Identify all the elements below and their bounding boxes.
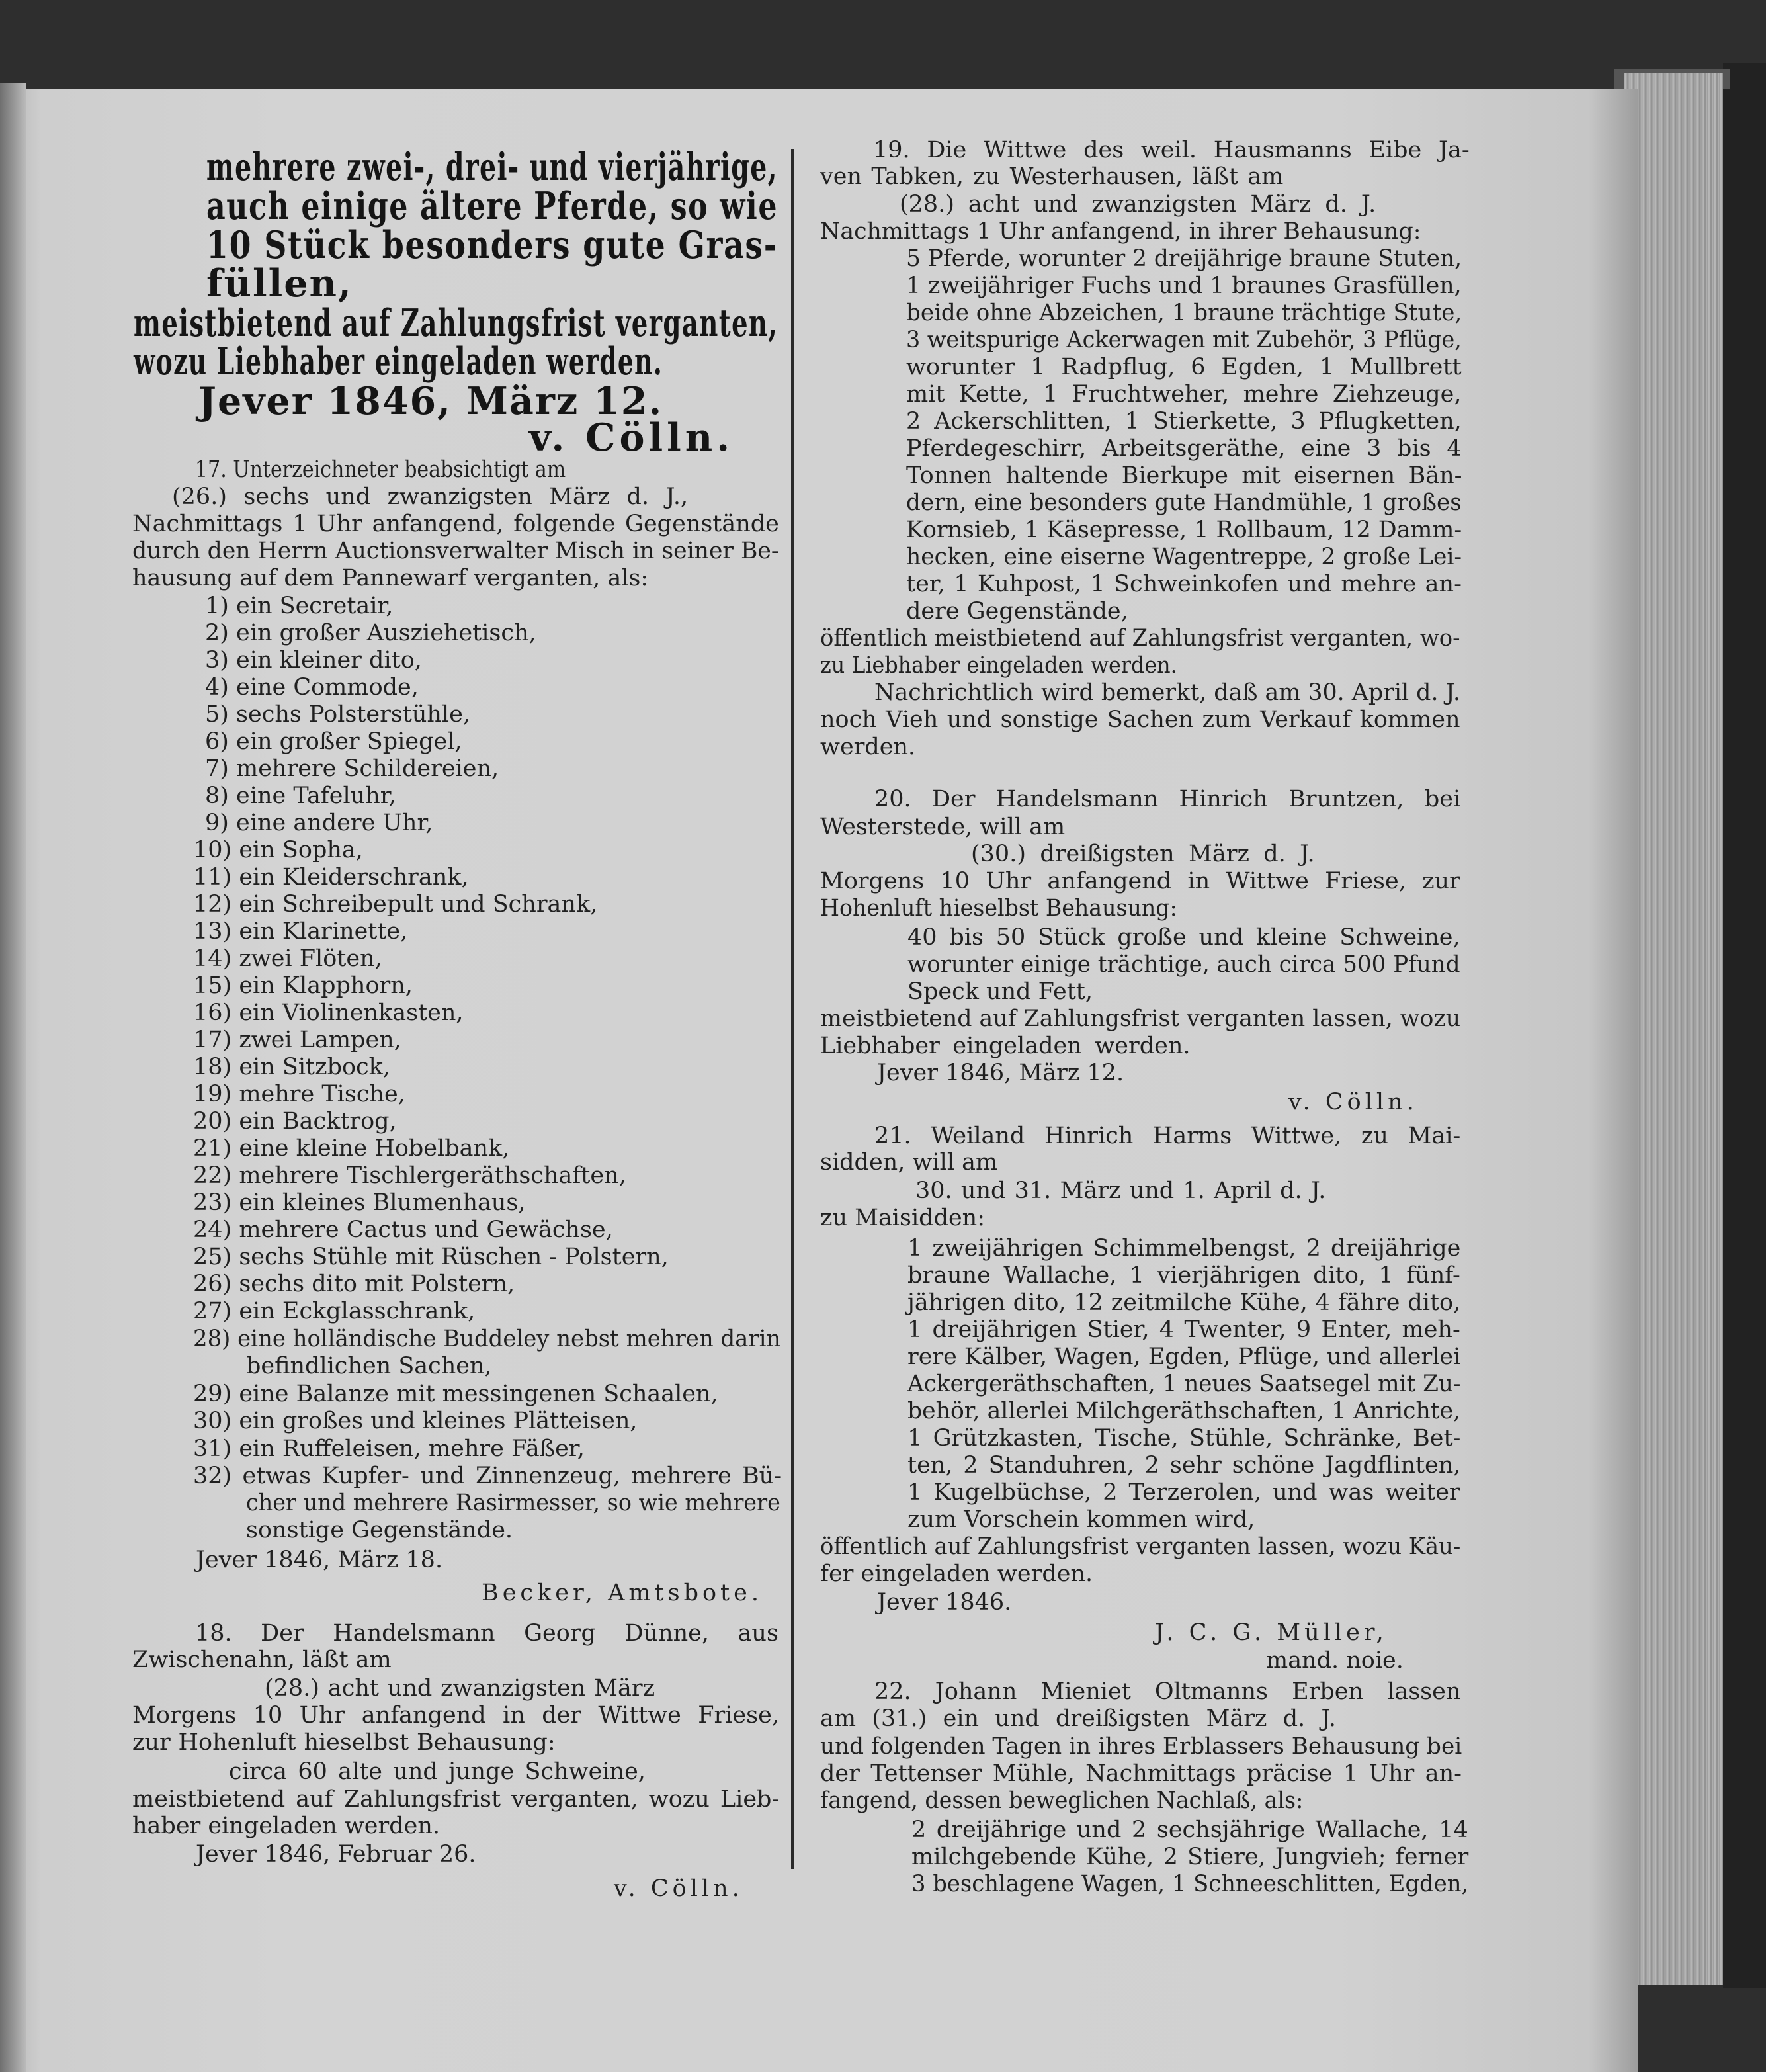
- text-line: 1 zweijähriger Fuchs und 1 braunes Grasfüllen,: [906, 273, 1462, 299]
- text-line: rere Kälber, Wagen, Egden, Pflüge, und allerlei: [907, 1344, 1461, 1370]
- text-line: 1 zweijährigen Schimmelbengst, 2 dreijährige: [907, 1235, 1461, 1262]
- text-line: zu Maisidden:: [820, 1205, 986, 1231]
- headline-line: meistbietend auf Zahlungsfrist verganten,: [134, 301, 778, 345]
- text-line: Liebhaber eingeladen werden.: [820, 1033, 1191, 1059]
- text-line: 1 dreijährigen Stier, 4 Twenter, 9 Enter, meh-: [907, 1317, 1460, 1343]
- list-item: 12) ein Schreibepult und Schrank,: [193, 891, 598, 918]
- text-line: behör, allerlei Milchgeräthschaften, 1 Anrichte,: [907, 1398, 1461, 1424]
- list-item: 1) ein Secretair,: [205, 593, 394, 619]
- signature: v. Cölln.: [529, 415, 734, 460]
- ad-number-17: 17. Unterzeichneter beabsichtigt am: [195, 456, 566, 483]
- page-block-edges: [1624, 73, 1723, 1985]
- ad-number-22: 22. Johann Mieniet Oltmanns Erben lassen: [874, 1678, 1461, 1705]
- text-line: (28.) acht und zwanzigsten März: [265, 1675, 655, 1702]
- headline-line: Jever 1846, März 12.: [198, 379, 663, 423]
- headline-line: 10 Stück besonders gute Gras-: [206, 223, 778, 267]
- binding-shadow: [0, 83, 26, 2072]
- list-item: cher und mehrere Rasirmesser, so wie mehrere: [246, 1490, 780, 1516]
- text-line: milchgebende Kühe, 2 Stiere, Jungvieh; ferner: [911, 1844, 1469, 1870]
- column-divider: [791, 149, 794, 1869]
- signature: J. C. G. Müller,: [1155, 1619, 1388, 1646]
- list-item: 18) ein Sitzbock,: [193, 1054, 390, 1080]
- text-line: Zwischenahn, läßt am: [132, 1647, 392, 1673]
- text-line: Tonnen haltende Bierkupe mit eisernen Bän-: [906, 462, 1462, 489]
- headline-line: wozu Liebhaber eingeladen werden.: [134, 339, 663, 384]
- text-line: ven Tabken, zu Westerhausen, läßt am: [820, 163, 1284, 190]
- list-item: 11) ein Kleiderschrank,: [193, 864, 469, 890]
- list-item: 21) eine kleine Hobelbank,: [193, 1135, 510, 1162]
- text-line: worunter 1 Radpflug, 6 Egden, 1 Mullbrett: [906, 354, 1462, 380]
- text-line: (28.) acht und zwanzigsten März d. J.: [900, 191, 1376, 218]
- list-item: 19) mehre Tische,: [193, 1081, 405, 1107]
- text-line: öffentlich meistbietend auf Zahlungsfrist verganten, wo-: [820, 625, 1460, 652]
- list-item: 8) eine Tafeluhr,: [205, 783, 396, 809]
- list-item: 24) mehrere Cactus und Gewächse,: [193, 1217, 613, 1243]
- list-item: 27) ein Eckglasschrank,: [193, 1298, 476, 1324]
- list-item: 6) ein großer Spiegel,: [205, 728, 462, 755]
- signature: Becker, Amtsbote.: [482, 1580, 763, 1606]
- text-line: ten, 2 Standuhren, 2 sehr schöne Jagdflinten,: [907, 1452, 1461, 1479]
- text-line: am (31.) ein und dreißigsten März d. J.: [820, 1705, 1336, 1732]
- list-item: 17) zwei Lampen,: [193, 1027, 401, 1053]
- text-line: werden.: [820, 734, 916, 760]
- list-item: 23) ein kleines Blumenhaus,: [193, 1189, 526, 1216]
- signature: v. Cölln.: [1288, 1089, 1418, 1115]
- list-item: 10) ein Sopha,: [193, 837, 363, 863]
- text-line: der Tettenser Mühle, Nachmittags präcise 1 Uhr an-: [820, 1760, 1462, 1787]
- ad-number-18: 18. Der Handelsmann Georg Dünne, aus: [195, 1620, 778, 1647]
- text-line: worunter einige trächtige, auch circa 500 Pfund: [907, 951, 1460, 978]
- list-item: 28) eine holländische Buddeley nebst mehren darin: [193, 1326, 781, 1352]
- text-line: 40 bis 50 Stück große und kleine Schweine,: [907, 924, 1460, 951]
- text-line: 1 Grützkasten, Tische, Stühle, Schränke, Bet-: [907, 1425, 1461, 1451]
- text-line: (26.) sechs und zwanzigsten März d. J.,: [172, 484, 689, 510]
- list-item: 7) mehrere Schildereien,: [205, 755, 499, 782]
- text-line: 3 weitspurige Ackerwagen mit Zubehör, 3 Pflüge,: [906, 327, 1462, 353]
- text-line: Kornsieb, 1 Käsepresse, 1 Rollbaum, 12 Damm-: [906, 517, 1462, 543]
- list-item: 13) ein Klarinette,: [193, 918, 408, 945]
- book-cover-edge: [1723, 63, 1766, 1988]
- text-line: zum Vorschein kommen wird,: [907, 1506, 1255, 1533]
- text-line: (30.) dreißigsten März d. J.: [971, 841, 1315, 867]
- text-line: 5 Pferde, worunter 2 dreijährige braune Stuten,: [906, 245, 1462, 272]
- text-line: durch den Herrn Auctionsverwalter Misch in seiner Be-: [132, 538, 779, 564]
- list-item: 15) ein Klapphorn,: [193, 972, 413, 999]
- headline-line: mehrere zwei-, drei- und vierjährige,: [206, 145, 778, 189]
- text-line: Hohenluft hieselbst Behausung:: [820, 895, 1177, 922]
- text-line: noch Vieh und sonstige Sachen zum Verkauf kommen: [820, 707, 1460, 733]
- list-item: 3) ein kleiner dito,: [205, 647, 422, 673]
- list-item: 31) ein Ruffeleisen, mehre Fäßer,: [193, 1436, 585, 1462]
- text-line: öffentlich auf Zahlungsfrist verganten lassen, wozu Käu-: [820, 1533, 1461, 1560]
- list-item: 30) ein großes und kleines Plätteisen,: [193, 1408, 638, 1434]
- text-line: mit Kette, 1 Fruchtweher, mehre Ziehzeuge,: [906, 381, 1462, 408]
- text-line: 2 Ackerschlitten, 1 Stierkette, 3 Pflugketten,: [906, 408, 1462, 435]
- text-line: fangend, dessen beweglichen Nachlaß, als:: [820, 1788, 1304, 1814]
- text-line: Speck und Fett,: [907, 978, 1093, 1005]
- list-item: 16) ein Violinenkasten,: [193, 1000, 464, 1026]
- text-line: zu Liebhaber eingeladen werden.: [820, 652, 1177, 679]
- text-line: meistbietend auf Zahlungsfrist verganten, wozu Lieb-: [132, 1786, 780, 1813]
- text-line: dere Gegenstände,: [906, 598, 1128, 625]
- text-line: hausung auf dem Pannewarf verganten, als:: [132, 565, 649, 591]
- text-line: zur Hohenluft hieselbst Behausung:: [132, 1729, 556, 1756]
- text-line: Nachrichtlich wird bemerkt, daß am 30. April d. J.: [874, 679, 1460, 706]
- text-line: haber eingeladen werden.: [132, 1813, 440, 1839]
- text-line: Morgens 10 Uhr anfangend in Wittwe Friese, zur: [820, 868, 1460, 894]
- list-item: 5) sechs Polsterstühle,: [205, 701, 470, 728]
- ad-number-20: 20. Der Handelsmann Hinrich Bruntzen, bei: [874, 786, 1461, 812]
- ad-number-19: 19. Die Wittwe des weil. Hausmanns Eibe Ja-: [873, 137, 1470, 163]
- text-line: Jever 1846, März 12.: [877, 1060, 1124, 1086]
- text-line: Pferdegeschirr, Arbeitsgeräthe, eine 3 bis 4: [906, 435, 1462, 462]
- text-line: und folgenden Tagen in ihres Erblassers Behausung bei: [820, 1733, 1462, 1760]
- text-line: Westerstede, will am: [820, 814, 1066, 840]
- text-line: beide ohne Abzeichen, 1 braune trächtige Stute,: [906, 300, 1462, 326]
- list-item: befindlichen Sachen,: [246, 1353, 492, 1379]
- list-item: 25) sechs Stühle mit Rüschen - Polstern,: [193, 1244, 669, 1270]
- text-line: ter, 1 Kuhpost, 1 Schweinkofen und mehre an-: [906, 571, 1462, 597]
- text-line: Nachmittags 1 Uhr anfangend, folgende Gegenstände: [132, 511, 779, 537]
- list-item: 32) etwas Kupfer- und Zinnenzeug, mehrere Bü-: [193, 1463, 782, 1489]
- text-line: 2 dreijährige und 2 sechsjährige Wallache, 14: [911, 1817, 1468, 1843]
- signature: v. Cölln.: [614, 1876, 743, 1902]
- text-line: Jever 1846, Februar 26.: [196, 1841, 476, 1868]
- text-line: dern, eine besonders gute Handmühle, 1 großes: [906, 490, 1462, 516]
- text-line: meistbietend auf Zahlungsfrist verganten lassen, wozu: [820, 1006, 1461, 1032]
- text-line: 30. und 31. März und 1. April d. J.: [915, 1178, 1326, 1204]
- date-line: Jever 1846, März 18.: [196, 1547, 443, 1573]
- list-item: 20) ein Backtrog,: [193, 1108, 397, 1135]
- text-line: Nachmittags 1 Uhr anfangend, in ihrer Behausung:: [820, 218, 1421, 245]
- text-line: hecken, eine eiserne Wagentreppe, 2 große Lei-: [906, 544, 1462, 570]
- text-line: mand. noie.: [1266, 1647, 1404, 1674]
- text-line: sidden, will am: [820, 1149, 998, 1176]
- list-item: sonstige Gegenstände.: [246, 1517, 513, 1543]
- text-line: Ackergeräthschaften, 1 neues Saatsegel mit Zu-: [907, 1371, 1461, 1397]
- text-line: fer eingeladen werden.: [820, 1561, 1093, 1587]
- list-item: 29) eine Balanze mit messingenen Schaalen,: [193, 1381, 718, 1407]
- text-line: circa 60 alte und junge Schweine,: [229, 1758, 646, 1785]
- text-line: jährigen dito, 12 zeitmilche Kühe, 4 fähre dito,: [907, 1289, 1461, 1316]
- list-item: 4) eine Commode,: [205, 674, 419, 701]
- list-item: 22) mehrere Tischlergeräthschaften,: [193, 1162, 626, 1189]
- list-item: 14) zwei Flöten,: [193, 945, 382, 972]
- list-item: 9) eine andere Uhr,: [205, 810, 433, 836]
- text-line: braune Wallache, 1 vierjährigen dito, 1 fünf-: [907, 1262, 1460, 1289]
- text-line: 3 beschlagene Wagen, 1 Schneeschlitten, Egden,: [911, 1871, 1469, 1897]
- headline-line: füllen,: [206, 261, 353, 306]
- ad-number-21: 21. Weiland Hinrich Harms Wittwe, zu Mai-: [874, 1123, 1461, 1149]
- text-line: Morgens 10 Uhr anfangend in der Wittwe Friese,: [132, 1702, 779, 1729]
- headline-line: auch einige ältere Pferde, so wie: [206, 184, 778, 228]
- text-line: 1 Kugelbüchse, 2 Terzerolen, und was weiter: [907, 1479, 1460, 1506]
- list-item: 2) ein großer Ausziehetisch,: [205, 620, 536, 646]
- list-item: 26) sechs dito mit Polstern,: [193, 1271, 515, 1297]
- text-line: Jever 1846.: [877, 1589, 1012, 1616]
